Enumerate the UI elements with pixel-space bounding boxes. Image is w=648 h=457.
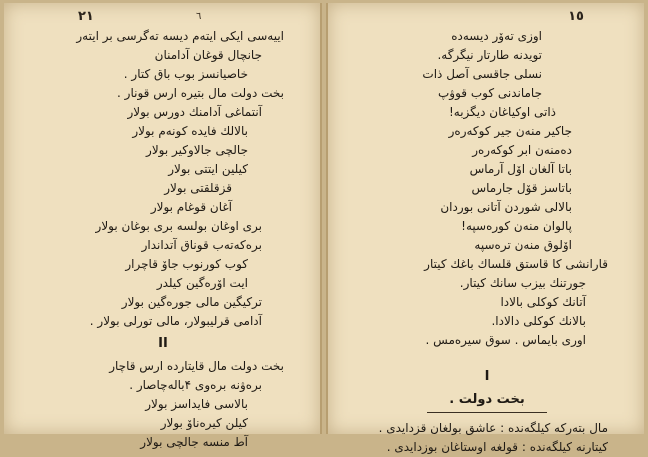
- right-prose-group: [340, 419, 634, 457]
- text-line: جالچی جالاوكیر بولار: [146, 143, 248, 157]
- book-spread: [4, 3, 644, 454]
- text-line: جانچال قوغان آدامنان: [154, 48, 262, 62]
- text-line: پالوان منەن كورەسپە!: [461, 219, 572, 233]
- text-line: كیلن كیرەناۆ بولار: [160, 416, 248, 430]
- right-section-number: I: [484, 369, 490, 384]
- left-section-number: II: [158, 336, 168, 351]
- text-line: ذاتی اوكیاغان دیگزبە!: [448, 105, 556, 119]
- text-line: بالاسی فایداسز بولار: [145, 397, 248, 411]
- text-line: بالالك فایدە كونەم بولار: [132, 124, 248, 138]
- left-page: [4, 3, 322, 449]
- left-page-number: ۲۱: [78, 9, 94, 24]
- text-line: آدامی قرلیبولار، مالی تورلی بولار .: [89, 314, 262, 328]
- left-text-block: [16, 27, 310, 452]
- left-verse-group-bottom: [16, 357, 310, 452]
- text-line: نسلی جاقسی آصل ذات: [422, 67, 542, 81]
- right-page: [326, 3, 644, 454]
- text-line: خاصیانسز بوب باق كتار .: [123, 67, 248, 81]
- text-line: تركیگین مالی جورەگین بولار: [121, 295, 262, 309]
- text-line: آغان قوغام بولار: [150, 200, 232, 214]
- text-line: كیتارنە كیلگەندە : قولغە اوستاغان بوزدایدی .: [386, 440, 608, 454]
- text-line: اۆلوق منەن ترەسپە: [474, 238, 572, 252]
- text-line: تویدنە طارتار نیگرگە.: [437, 48, 542, 62]
- text-line: اوری بایماس . سوق سیرەمس .: [425, 333, 586, 347]
- section-heading: بخت دولت .: [449, 392, 525, 407]
- right-page-number: ١٥: [568, 9, 584, 24]
- text-line: قارانشی كا قاستق قلساك باغك كیتار: [424, 257, 608, 271]
- right-text-block: [340, 27, 634, 457]
- text-line: ایت اۆرەگین كیلدر: [156, 276, 248, 290]
- text-line: باتاسز قۆل جارماس: [471, 181, 572, 195]
- text-line: بری اوغان بولسە بری بوغان بولار: [95, 219, 262, 233]
- text-line: اوزی تەۆر دیسەدە: [451, 29, 542, 43]
- text-line: جورتنك بیزب سانك كیتار.: [459, 276, 586, 290]
- text-line: بالالی شوردن آتانی بوردان: [440, 200, 572, 214]
- text-line: كوب كورنوب جاۆ قاچرار: [125, 257, 248, 271]
- left-verse-group-top: [16, 27, 310, 331]
- text-line: برەۋنە برەوی ۴بالەچاصار .: [129, 378, 262, 392]
- text-line: دەمنەن ابر كوكەرەر: [472, 143, 572, 157]
- text-line: مال بتەركە كیلگەندە : عاشق بولغان قزدایدی .: [378, 421, 608, 435]
- text-line: بخت دولت مال بتیرە ارس قونار .: [117, 86, 284, 100]
- text-line: آط منسە جالچی بولار: [140, 435, 248, 449]
- text-line: كیلین ایتتی بولار: [168, 162, 248, 176]
- heading-divider: [427, 412, 547, 413]
- text-line: بخت دولت مال قایتاردە ارس قاچار: [109, 359, 284, 373]
- left-page-top-mark: ٦: [196, 11, 202, 22]
- section-gap: [340, 350, 634, 364]
- text-line: بالانك كوكلی دالادا.: [491, 314, 586, 328]
- text-line: آتانك كوكلی بالادا: [500, 295, 586, 309]
- text-line: اییەسی ایكی ایتەم دیسە تەگرسی بر ایتەر: [76, 29, 284, 43]
- text-line: باتا آلغان اۆل آرماس: [469, 162, 572, 176]
- text-line: جاكیر منەن جیر كوكەرەر: [448, 124, 572, 138]
- right-verse-group: [340, 27, 634, 350]
- text-line: جاماندنی كوب قوۋپ: [437, 86, 542, 100]
- text-line: برەكەتەب قوناق آتداندار: [141, 238, 262, 252]
- text-line: آنتماغی آدامنك دورس بولار: [127, 105, 262, 119]
- text-line: قزقلقتی بولار: [164, 181, 232, 195]
